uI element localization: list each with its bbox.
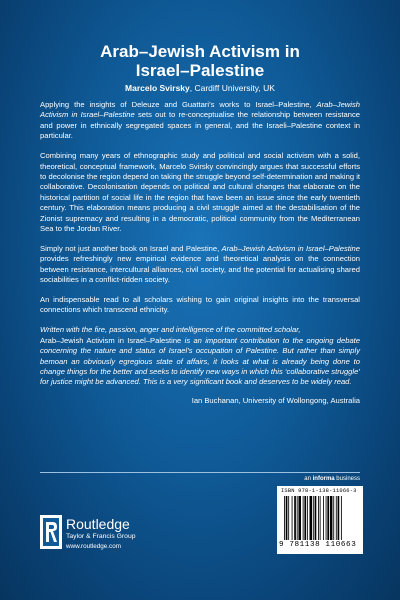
publisher-group: Taylor & Francis Group — [66, 533, 136, 540]
note-suffix: business — [334, 476, 360, 482]
blurb-paragraph-4: An indispensable read to all scholars wishing to gain original insights into the transversal connections which transcend ethnicity. — [40, 295, 360, 315]
blurb-p1-text-b: sets out to re-conceptualise the relationship between resistance and power in ethnically segregated spaces in general, and the Israeli–Palestine context in particular. — [40, 110, 360, 141]
barcode-bars-icon — [284, 496, 360, 540]
routledge-logo-icon — [40, 515, 62, 549]
isbn-label: ISBN 978-1-138-11066-3 — [281, 488, 357, 494]
publisher-url[interactable]: www.routledge.com — [66, 543, 121, 550]
blurb-text — [40, 100, 360, 407]
blurb-p3-text-b: provides refreshingly new empirical evidence and theoretical analysis on the connection between resistance, intercultural alliances, civil society, and the potential for actualising shared sociabilities in a conflict-ridden society. — [40, 254, 360, 285]
title-line-1: Arab–Jewish Activism in — [100, 42, 300, 61]
blurb-p3-book-title: Arab–Jewish Activism in Israel–Palestine — [221, 243, 360, 253]
title-line-2: Israel–Palestine — [135, 61, 265, 80]
quote-book-title: Arab–Jewish Activism in Israel–Palestine — [40, 335, 182, 345]
publisher-name: Routledge — [66, 516, 130, 532]
book-title — [20, 42, 380, 80]
author-line — [20, 83, 380, 93]
informa-business-note — [304, 476, 360, 482]
blurb-p1-text-a: Applying the insights of Deleuze and Guattari’s works to Israel–Palestine, — [40, 100, 317, 109]
note-brand: informa — [312, 476, 335, 482]
blurb-p1-book-title: Arab–Jewish Activism in Israel–Palestine — [40, 100, 360, 120]
barcode-digits: 9 781138 110663 — [279, 541, 357, 549]
note-prefix: an — [304, 476, 313, 482]
author-affiliation: , Cardiff University, UK — [189, 83, 275, 93]
isbn-barcode — [277, 486, 363, 554]
endorsement-quote — [40, 325, 360, 387]
blurb-paragraph-2: Combining many years of ethnographic study and political and social activism with a solid, theoretical, conceptual framework, Marcelo Svirsky convincingly argues that successful efforts to decolonise the region depend on taking the struggle beyond self-determination and making it collaborative. Decolonisation depends on political and cultural changes that elaborate on the historical partition of social life in the region that have been an issue since the early twentieth century. This elaboration means producing a civil struggle aimed at the destabilisation of the Zionist supremacy and resulting in a democratic, political community from the Mediterranean Sea to the Jordan River. — [40, 151, 360, 233]
blurb-paragraph-1 — [40, 100, 360, 142]
author-name: Marcelo Svirsky — [125, 83, 190, 93]
endorsement-attribution: Ian Buchanan, University of Wollongong, Australia — [191, 396, 360, 406]
quote-text-a: Written with the fire, passion, anger and intelligence of the committed scholar, — [40, 325, 301, 335]
blurb-paragraph-3 — [40, 244, 360, 286]
blurb-p3-text-a: Simply not just another book on Israel and Palestine, — [40, 243, 222, 253]
footer-divider — [40, 472, 360, 473]
quote-text-b: is an important contribution to the ongoing debate concerning the nature and status of Israel’s occupation of Palestine. But rather than simply bemoan an obviously egregious state of affairs, it looks at what is already being done to change things for the better and seeks to identify new ways in which this ‘collaborative struggle’ for justice might be advanced. This is a very significant book and deserves to be widely read. — [40, 335, 361, 387]
